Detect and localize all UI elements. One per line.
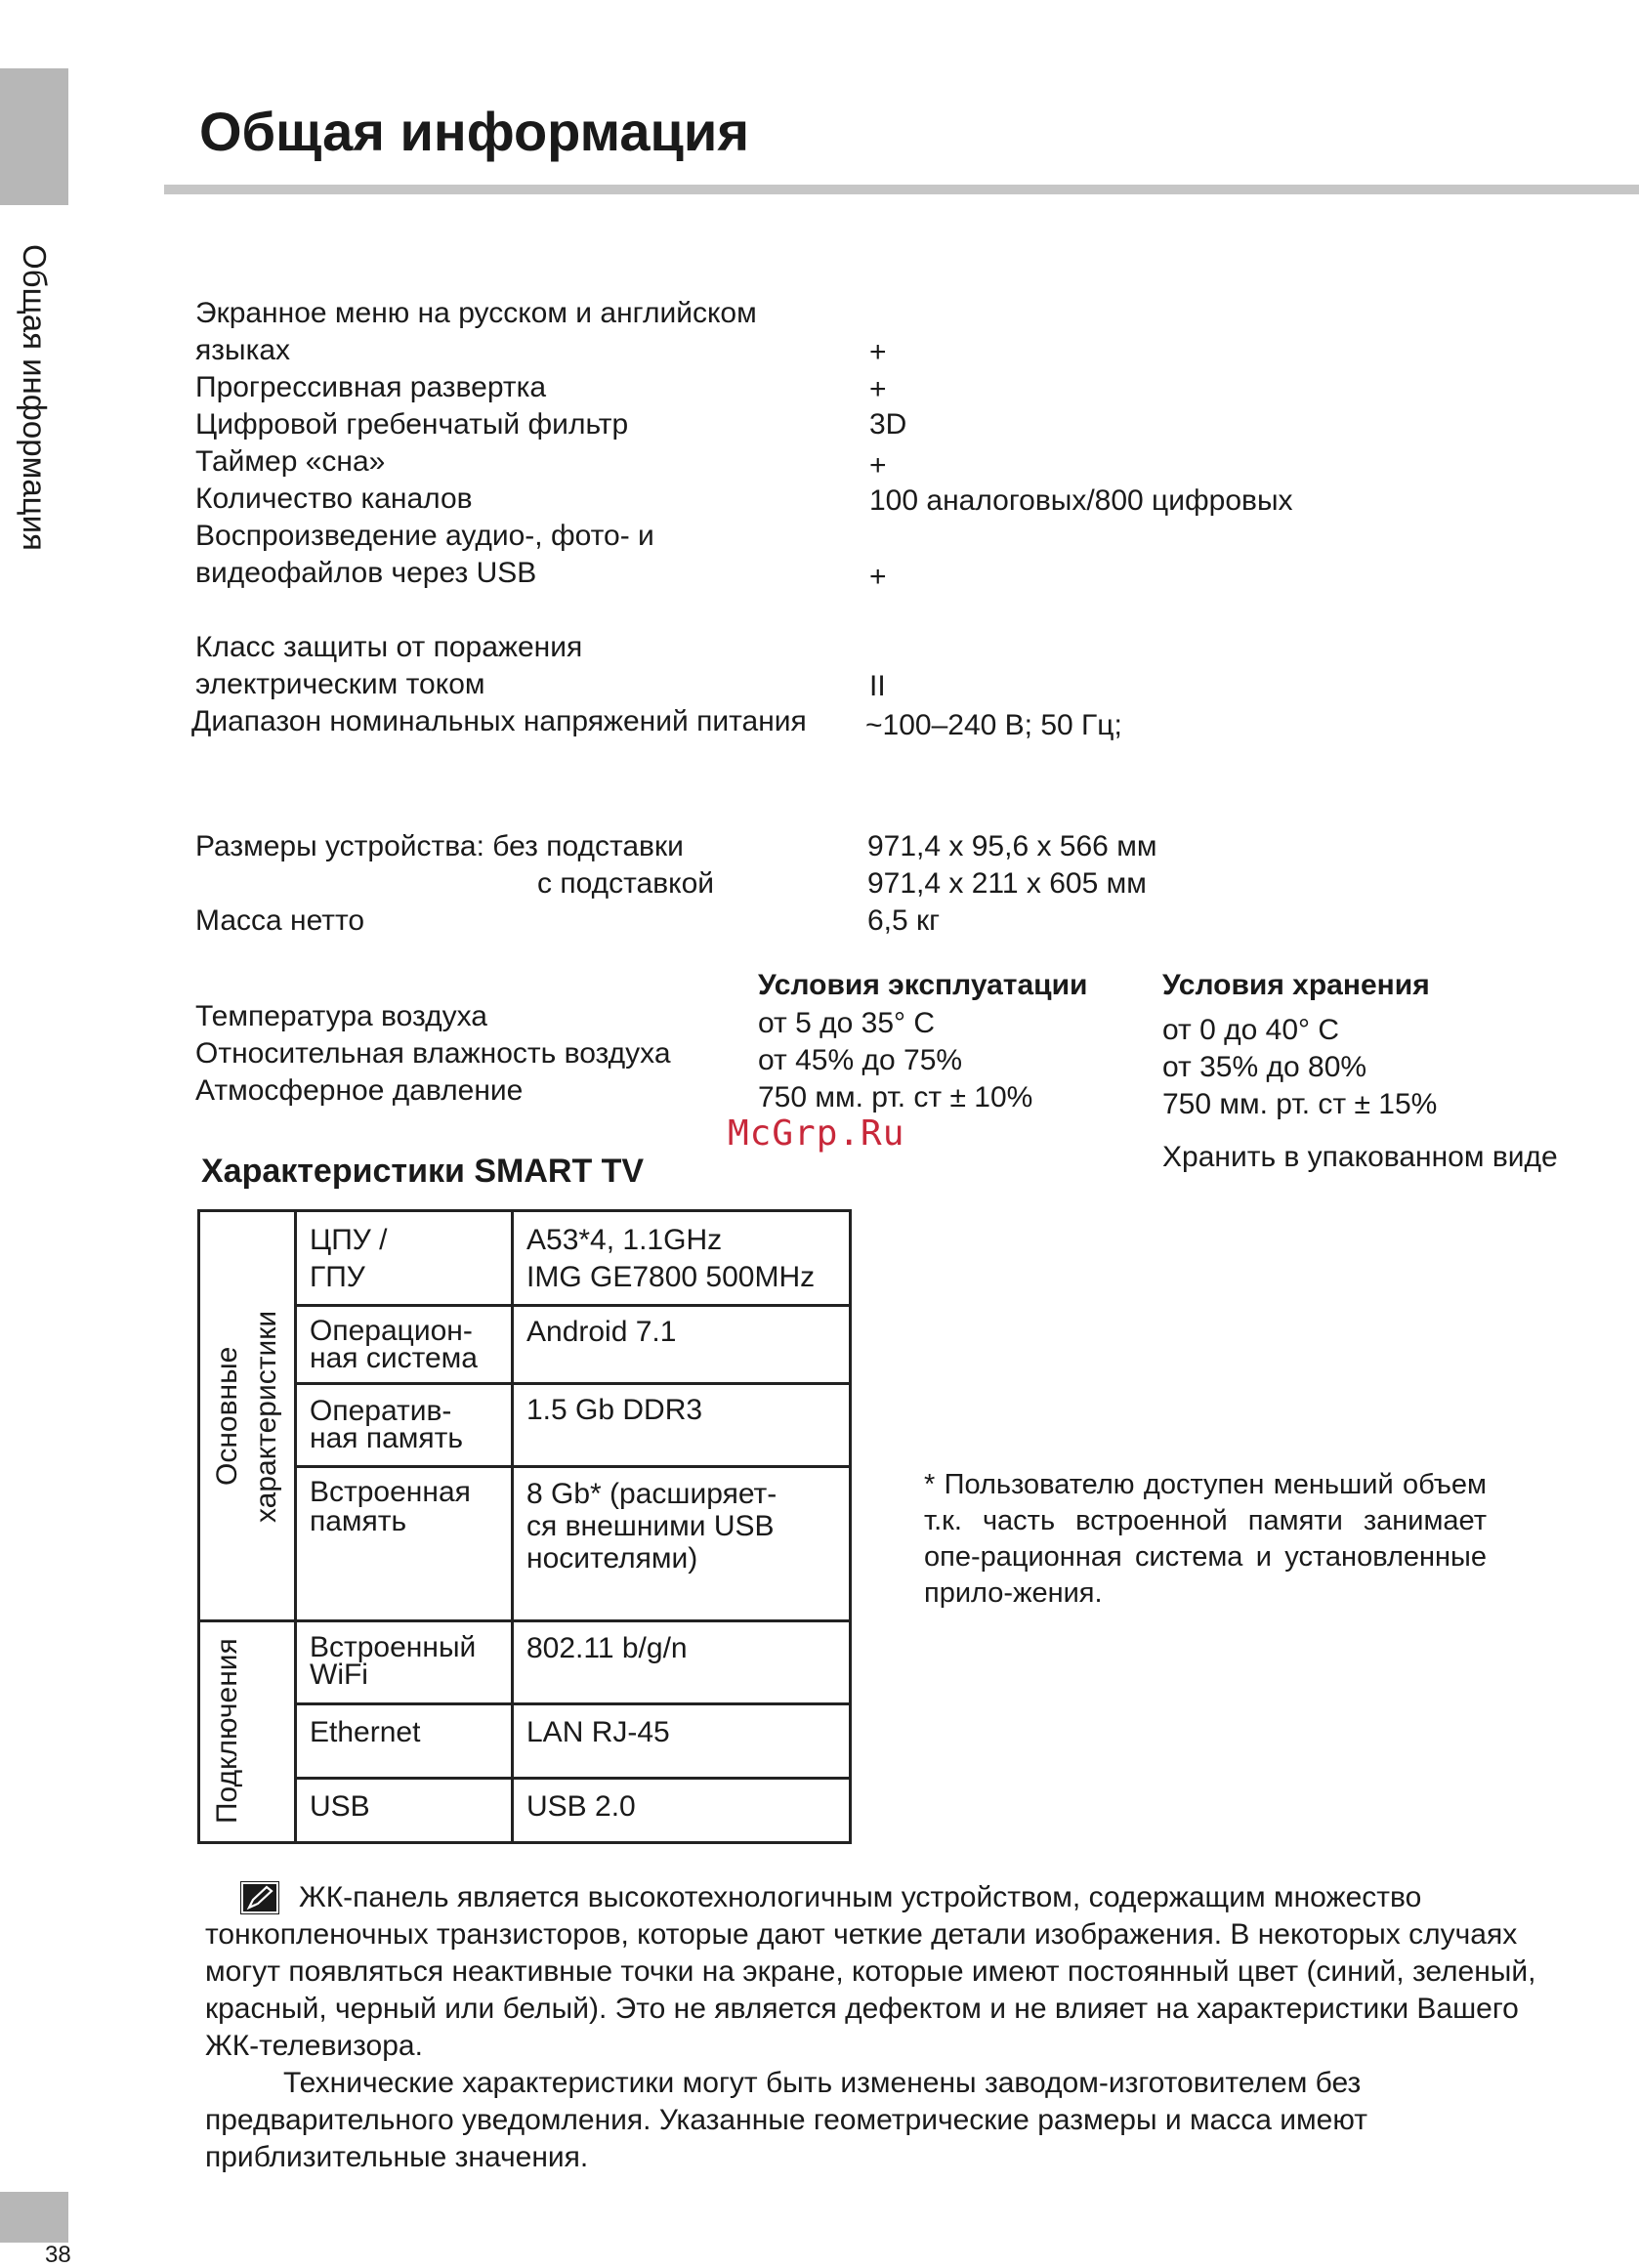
table-value-os <box>526 1316 676 1349</box>
row-value: A53*4, 1.1GHz <box>526 1224 723 1256</box>
table-value-storage <box>526 1478 777 1575</box>
table-row-divider <box>294 1777 849 1780</box>
spec-value: + <box>869 336 887 368</box>
storage-header: Условия хранения <box>1162 969 1430 1001</box>
table-row-ethernet <box>310 1716 420 1749</box>
spec-value: + <box>869 449 887 482</box>
operation-value: 750 мм. рт. ст ± 10% <box>758 1081 1033 1113</box>
operation-value: от 5 до 35° С <box>758 1007 936 1039</box>
dimensions-label: с подставкой <box>537 867 715 900</box>
table-row-divider <box>294 1465 849 1468</box>
row-value: 1.5 Gb DDR3 <box>526 1394 703 1426</box>
spec-label: Таймер «сна» <box>195 445 386 478</box>
dimensions-value: 971,4 x 211 x 605 мм <box>867 867 1147 900</box>
note-text: Технические характеристики могут быть изменены заводом-изготовителем без предварительного уведомления. Указанные геометрические размеры и масса имеют приблизительные значения. <box>205 2067 1367 2173</box>
table-value-usb <box>526 1790 636 1824</box>
row-value: LAN RJ-45 <box>526 1716 670 1748</box>
spec-label: Прогрессивная развертка <box>195 371 547 403</box>
row-name: Операцион- <box>310 1315 473 1347</box>
smart-tv-table <box>197 1209 852 1844</box>
row-name: Встроенная <box>310 1476 471 1508</box>
table-value-wifi <box>526 1632 688 1665</box>
row-name: USB <box>310 1790 370 1823</box>
table-row-divider <box>294 1702 849 1705</box>
spec-label: Диапазон номинальных напряжений питания <box>191 705 807 737</box>
page-number: 38 <box>45 2242 71 2268</box>
table-value-ram <box>526 1394 702 1427</box>
table-row-storage <box>310 1478 471 1536</box>
spec-label: электрическим током <box>195 668 485 700</box>
spec-label: языках <box>195 334 291 366</box>
condition-label: Температура воздуха <box>195 1000 487 1032</box>
note-paragraph-2 <box>205 2065 1563 2176</box>
note-text: ЖК-панель является высокотехнологичным устройством, содержащим множество тонкопленочных транзисторов, которые дают четкие детали изображения. В некоторых случаях могут появляться неактивные точки на экране, которые имеют постоянный цвет (синий, зеленый, красный, черный или белый). Это не является дефектом и не влияет на характеристики Вашего ЖК-телевизора. <box>205 1881 1536 2062</box>
table-row-cpu <box>310 1224 387 1294</box>
storage-value: от 35% до 80% <box>1162 1051 1367 1083</box>
dimensions-label: Размеры устройства: без подставки <box>195 830 684 862</box>
table-row-ram <box>310 1395 464 1454</box>
row-name: Ethernet <box>310 1716 421 1748</box>
row-name: Встроенный <box>310 1631 477 1663</box>
group-label-main-line: характеристики <box>250 1310 282 1523</box>
row-value: Android 7.1 <box>526 1316 677 1348</box>
group-label-main <box>208 1218 286 1615</box>
group-label-main-line: Основные <box>211 1346 243 1487</box>
table-row-os <box>310 1315 478 1374</box>
condition-label: Атмосферное давление <box>195 1074 524 1107</box>
spec-label: Класс защиты от поражения <box>195 631 583 663</box>
spec-label: Воспроизведение аудио-, фото- и <box>195 520 654 552</box>
spec-label: Экранное меню на русском и английском <box>195 297 757 329</box>
storage-value: 750 мм. рт. ст ± 15% <box>1162 1088 1438 1120</box>
dimensions-value: 971,4 x 95,6 x 566 мм <box>867 830 1157 862</box>
weight-value: 6,5 кг <box>867 904 941 937</box>
table-row-wifi <box>310 1631 477 1691</box>
group-label-connections <box>208 1626 286 1835</box>
spec-value: 100 аналоговых/800 цифровых <box>869 484 1293 517</box>
row-name: память <box>310 1505 407 1537</box>
watermark: McGrp.Ru <box>728 1113 905 1154</box>
operation-header: Условия эксплуатации <box>758 969 1088 1001</box>
spec-label: видеофайлов через USB <box>195 557 537 589</box>
row-value: USB 2.0 <box>526 1790 636 1823</box>
row-value: носителями) <box>526 1542 698 1575</box>
side-tab-bottom <box>0 2192 68 2243</box>
spec-value: II <box>869 670 886 702</box>
row-value: IMG GE7800 500MHz <box>526 1261 816 1293</box>
row-name: WiFi <box>310 1659 368 1691</box>
storage-note: Хранить в упакованном виде <box>1162 1141 1558 1173</box>
title-divider <box>164 185 1639 194</box>
spec-value: 3D <box>869 408 907 441</box>
table-value-ethernet <box>526 1716 670 1749</box>
row-value: ся внешними USB <box>526 1510 775 1542</box>
row-name: Оператив- <box>310 1395 452 1427</box>
row-name: ГПУ <box>310 1261 365 1293</box>
page-title: Общая информация <box>199 101 750 162</box>
side-section-label: Общая информация <box>17 244 53 551</box>
table-row-divider <box>294 1382 849 1385</box>
row-name: ЦПУ / <box>310 1224 388 1256</box>
spec-label: Цифровой гребенчатый фильтр <box>195 408 629 441</box>
spec-value: ~100–240 В; 50 Гц; <box>865 709 1122 741</box>
memory-footnote: * Пользователю доступен меньший объем т.к. часть встроенной памяти занимает опе-рационная система и установленные прило-жения. <box>924 1469 1487 1609</box>
note-paragraph-1 <box>205 1879 1563 2065</box>
condition-label: Относительная влажность воздуха <box>195 1037 671 1070</box>
row-value: 802.11 b/g/n <box>526 1632 688 1664</box>
row-name: ная память <box>310 1422 464 1454</box>
table-row-usb <box>310 1790 370 1824</box>
row-value: 8 Gb* (расширяет- <box>526 1478 777 1510</box>
weight-label: Масса нетто <box>195 904 365 937</box>
spec-value: + <box>869 373 887 405</box>
operation-value: от 45% до 75% <box>758 1044 963 1076</box>
spec-label: Количество каналов <box>195 483 473 515</box>
smart-tv-title: Характеристики SMART TV <box>201 1153 645 1190</box>
side-tab-top <box>0 68 68 205</box>
table-row-divider <box>200 1619 849 1622</box>
group-label-connections-line: Подключения <box>211 1638 243 1824</box>
table-row-divider <box>294 1304 849 1307</box>
row-name: ная система <box>310 1342 478 1374</box>
table-value-cpu <box>526 1224 815 1294</box>
spec-value: + <box>869 561 887 593</box>
storage-value: от 0 до 40° С <box>1162 1014 1340 1046</box>
